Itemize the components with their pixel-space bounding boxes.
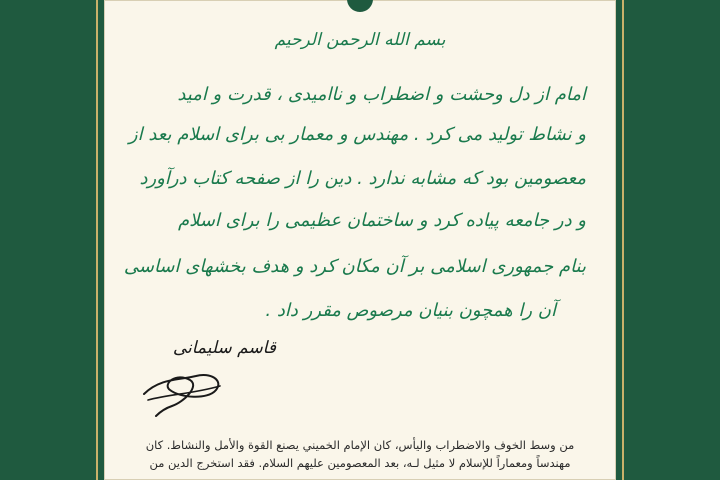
letter-line-5: بنام جمهوری اسلامی بر آن مکان کرد و هدف بخشهای اساسی (123, 256, 586, 277)
letter-page (104, 0, 616, 480)
letter-line-3: معصومین بود که مشابه ندارد . دین را از صفحه کتاب درآورد (139, 168, 586, 189)
letter-line-1: امام از دل وحشت و اضطراب و ناامیدی ، قدرت و امید (177, 84, 586, 105)
translation-line-1: من وسط الخوف والاضطراب واليأس، كان الإمام الخميني يصنع القوة والأمل والنشاط. كان (145, 438, 575, 452)
signature-scribble-icon (140, 350, 230, 420)
basmala: بسم الله الرحمن الرحيم (274, 30, 446, 50)
letter-line-6: آن را همچون بنیان مرصوص مقرر داد . (265, 300, 556, 321)
arabic-translation (104, 436, 616, 472)
signature-name: قاسم سلیمانی (172, 338, 276, 358)
translation-line-2: مهندساً ومعماراً للإسلام لا مثيل لـه، بعد المعصومين عليهم السلام. فقد استخرج الدين من (149, 456, 571, 470)
frame-border-left (96, 0, 98, 480)
letter-line-2: و نشاط تولید می کرد . مهندس و معمار بی برای اسلام بعد از (128, 124, 586, 145)
frame-border-right (622, 0, 624, 480)
letter-line-4: و در جامعه پیاده کرد و ساختمان عظیمی را برای اسلام (177, 210, 586, 231)
